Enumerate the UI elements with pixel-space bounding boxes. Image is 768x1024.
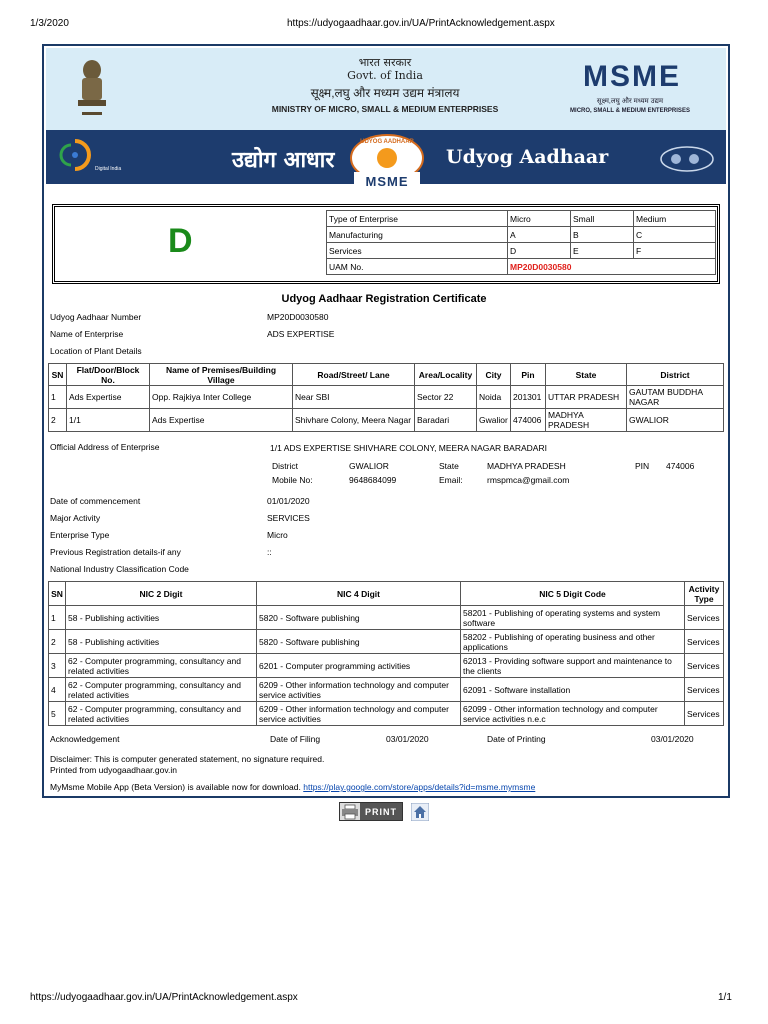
- table-row: [49, 654, 724, 678]
- table-cell: UTTAR PRADESH: [546, 386, 627, 409]
- home-icon[interactable]: [411, 803, 429, 821]
- print-url-footer: https://udyogaadhaar.gov.in/UA/PrintAcknowledgement.aspx: [30, 992, 298, 1003]
- state-value: MADHYA PRADESH: [487, 461, 566, 471]
- print-button[interactable]: [339, 802, 403, 821]
- print-url-header: https://udyogaadhaar.gov.in/UA/PrintAcknowledgement.aspx: [287, 18, 555, 29]
- table-cell: 3: [49, 654, 66, 678]
- category-cell: Type of Enterprise: [327, 211, 508, 227]
- table-cell: 62 - Computer programming, consultancy and related activities: [66, 678, 257, 702]
- digital-india-label: Digital India: [95, 166, 122, 172]
- category-cell: B: [571, 227, 634, 243]
- mobile-app-link[interactable]: https://play.google.com/store/apps/details?id=msme.mymsme: [303, 782, 536, 792]
- table-cell: 62091 - Software installation: [461, 678, 685, 702]
- table-cell: 1: [49, 386, 67, 409]
- udyog-aadhaar-hindi-title: उद्योग आधार: [232, 147, 335, 173]
- pin-label: PIN: [635, 461, 650, 471]
- mobile-app-note: [50, 782, 535, 792]
- plant-header-state: State: [546, 364, 627, 386]
- plant-header-district: District: [627, 364, 724, 386]
- national-emblem-icon: [70, 56, 114, 120]
- table-cell: 58 - Publishing activities: [66, 606, 257, 630]
- plant-header-pin: Pin: [511, 364, 546, 386]
- printing-date-value: 03/01/2020: [651, 734, 694, 744]
- table-cell: 474006: [511, 409, 546, 432]
- table-cell: Near SBI: [293, 386, 415, 409]
- table-cell: 58202 - Publishing of operating business and other applications: [461, 630, 685, 654]
- nic-header-2digit: NIC 2 Digit: [66, 582, 257, 606]
- field-label: Udyog Aadhaar Number: [50, 312, 142, 322]
- table-cell: 62013 - Providing software support and maintenance to the clients: [461, 654, 685, 678]
- category-cell: C: [634, 227, 716, 243]
- printed-from-text: Printed from udyogaadhaar.gov.in: [50, 765, 177, 775]
- major-activity-value: SERVICES: [267, 513, 310, 523]
- hindi-ministry-label: सूक्ष्म,लघु और मध्यम उद्यम मंत्रालय: [310, 86, 460, 100]
- district-value: GWALIOR: [349, 461, 389, 471]
- msme-logo: MSME: [583, 60, 681, 93]
- nic-header-sn: SN: [49, 582, 66, 606]
- category-cell: F: [634, 243, 716, 259]
- table-cell: Baradari: [415, 409, 477, 432]
- table-cell: 2: [49, 409, 67, 432]
- table-cell: 58201 - Publishing of operating systems and system software: [461, 606, 685, 630]
- filing-date-label: Date of Filing: [270, 734, 321, 744]
- mobile-app-text: MyMsme Mobile App (Beta Version) is available now for download.: [50, 782, 301, 792]
- nic-code-table: [48, 581, 724, 726]
- state-label: State: [439, 461, 459, 471]
- district-label: District: [272, 461, 298, 471]
- category-table: [326, 210, 716, 275]
- digital-india-logo-icon: [58, 138, 92, 172]
- uam-number: MP20D0030580: [508, 259, 716, 275]
- table-cell: 2: [49, 630, 66, 654]
- table-cell: 5820 - Software publishing: [257, 606, 461, 630]
- table-cell: Ads Expertise: [67, 386, 150, 409]
- email-label: Email:: [439, 475, 463, 485]
- commencement-date-value: 01/01/2020: [267, 496, 310, 506]
- table-cell: 6201 - Computer programming activities: [257, 654, 461, 678]
- printer-icon: [340, 803, 360, 820]
- page-number: 1/1: [718, 992, 732, 1003]
- plant-header-premises: Name of Premises/Building Village: [150, 364, 293, 386]
- govt-of-india-label: Govt. of India: [347, 69, 423, 82]
- category-cell: Services: [327, 243, 508, 259]
- enterprise-name-value: ADS EXPERTISE: [267, 329, 335, 339]
- certificate-title: Udyog Aadhaar Registration Certificate: [281, 293, 487, 305]
- official-address-value: 1/1 ADS EXPERTISE SHIVHARE COLONY, MEERA NAGAR BARADARI: [270, 443, 547, 453]
- filing-date-value: 03/01/2020: [386, 734, 429, 744]
- table-row: [49, 606, 724, 630]
- category-cell: E: [571, 243, 634, 259]
- table-row: [49, 630, 724, 654]
- plant-header-sn: SN: [49, 364, 67, 386]
- detail-label: Date of commencement: [50, 496, 141, 506]
- nic-header-4digit: NIC 4 Digit: [257, 582, 461, 606]
- table-cell: Noida: [477, 386, 511, 409]
- table-cell: 62099 - Other information technology and computer service activities n.e.c: [461, 702, 685, 726]
- table-cell: 1/1: [67, 409, 150, 432]
- category-cell: Small: [571, 211, 634, 227]
- plant-header-road: Road/Street/ Lane: [293, 364, 415, 386]
- previous-registration-value: ::: [267, 547, 272, 557]
- detail-label: National Industry Classification Code: [50, 564, 189, 574]
- table-cell: Shivhare Colony, Meera Nagar: [293, 409, 415, 432]
- disclaimer-text: Disclaimer: This is computer generated statement, no signature required.: [50, 754, 325, 764]
- uam-label: UAM No.: [327, 259, 508, 275]
- table-cell: Services: [685, 606, 724, 630]
- table-cell: 5820 - Software publishing: [257, 630, 461, 654]
- field-label: Location of Plant Details: [50, 346, 142, 356]
- table-cell: 6209 - Other information technology and computer service activities: [257, 678, 461, 702]
- enterprise-category-letter: D: [168, 222, 193, 260]
- plant-header-flat: Flat/Door/Block No.: [67, 364, 150, 386]
- table-cell: Services: [685, 654, 724, 678]
- msme-hindi-label: सूक्ष्म,लघु और मध्यम उद्यम: [596, 98, 664, 105]
- category-cell: A: [508, 227, 571, 243]
- table-cell: MADHYA PRADESH: [546, 409, 627, 432]
- table-cell: Sector 22: [415, 386, 477, 409]
- detail-label: Enterprise Type: [50, 530, 110, 540]
- table-cell: 58 - Publishing activities: [66, 630, 257, 654]
- table-cell: Gwalior: [477, 409, 511, 432]
- detail-label: Major Activity: [50, 513, 101, 523]
- table-cell: 4: [49, 678, 66, 702]
- table-cell: Opp. Rajkiya Inter College: [150, 386, 293, 409]
- nic-header-activity: Activity Type: [685, 582, 724, 606]
- detail-label: Previous Registration details-if any: [50, 547, 181, 557]
- udyog-aadhaar-number-value: MP20D0030580: [267, 312, 329, 322]
- make-in-india-logo-icon: [658, 144, 716, 174]
- table-cell: 1: [49, 606, 66, 630]
- enterprise-type-value: Micro: [267, 530, 288, 540]
- table-cell: Services: [685, 702, 724, 726]
- table-cell: Services: [685, 630, 724, 654]
- category-cell: Manufacturing: [327, 227, 508, 243]
- table-cell: 62 - Computer programming, consultancy and related activities: [66, 702, 257, 726]
- print-controls: [339, 802, 429, 821]
- table-row: [49, 678, 724, 702]
- category-cell: Medium: [634, 211, 716, 227]
- pin-value: 474006: [666, 461, 695, 471]
- table-row: [49, 386, 724, 409]
- official-address-label: Official Address of Enterprise: [50, 442, 160, 452]
- category-cell: Micro: [508, 211, 571, 227]
- table-cell: 62 - Computer programming, consultancy and related activities: [66, 654, 257, 678]
- nic-header-5digit: NIC 5 Digit Code: [461, 582, 685, 606]
- mobile-label: Mobile No:: [272, 475, 313, 485]
- email-value: rmspmca@gmail.com: [487, 475, 570, 485]
- print-date: 1/3/2020: [30, 18, 69, 29]
- table-cell: Ads Expertise: [150, 409, 293, 432]
- table-cell: 6209 - Other information technology and computer service activities: [257, 702, 461, 726]
- table-row: [49, 702, 724, 726]
- field-label: Name of Enterprise: [50, 329, 124, 339]
- print-button-label: PRINT: [365, 806, 397, 817]
- seal-top-label: UDYOG AADHAAR: [360, 139, 414, 145]
- seal-msme-label: MSME: [365, 174, 409, 189]
- acknowledgement-label: Acknowledgement: [50, 734, 120, 744]
- udyog-aadhaar-title: Udyog Aadhaar: [446, 146, 609, 168]
- table-cell: 5: [49, 702, 66, 726]
- msme-sub-label: MICRO, SMALL & MEDIUM ENTERPRISES: [570, 108, 690, 114]
- plant-header-city: City: [477, 364, 511, 386]
- table-cell: GWALIOR: [627, 409, 724, 432]
- mobile-value: 9648684099: [349, 475, 397, 485]
- category-cell: D: [508, 243, 571, 259]
- table-row: [49, 409, 724, 432]
- plant-location-table: [48, 363, 724, 432]
- table-cell: GAUTAM BUDDHA NAGAR: [627, 386, 724, 409]
- table-cell: Services: [685, 678, 724, 702]
- ministry-label: MINISTRY OF MICRO, SMALL & MEDIUM ENTERPRISES: [271, 104, 499, 114]
- table-cell: 201301: [511, 386, 546, 409]
- printing-date-label: Date of Printing: [487, 734, 546, 744]
- hindi-govt-label: भारत सरकार: [358, 56, 412, 69]
- plant-header-area: Area/Locality: [415, 364, 477, 386]
